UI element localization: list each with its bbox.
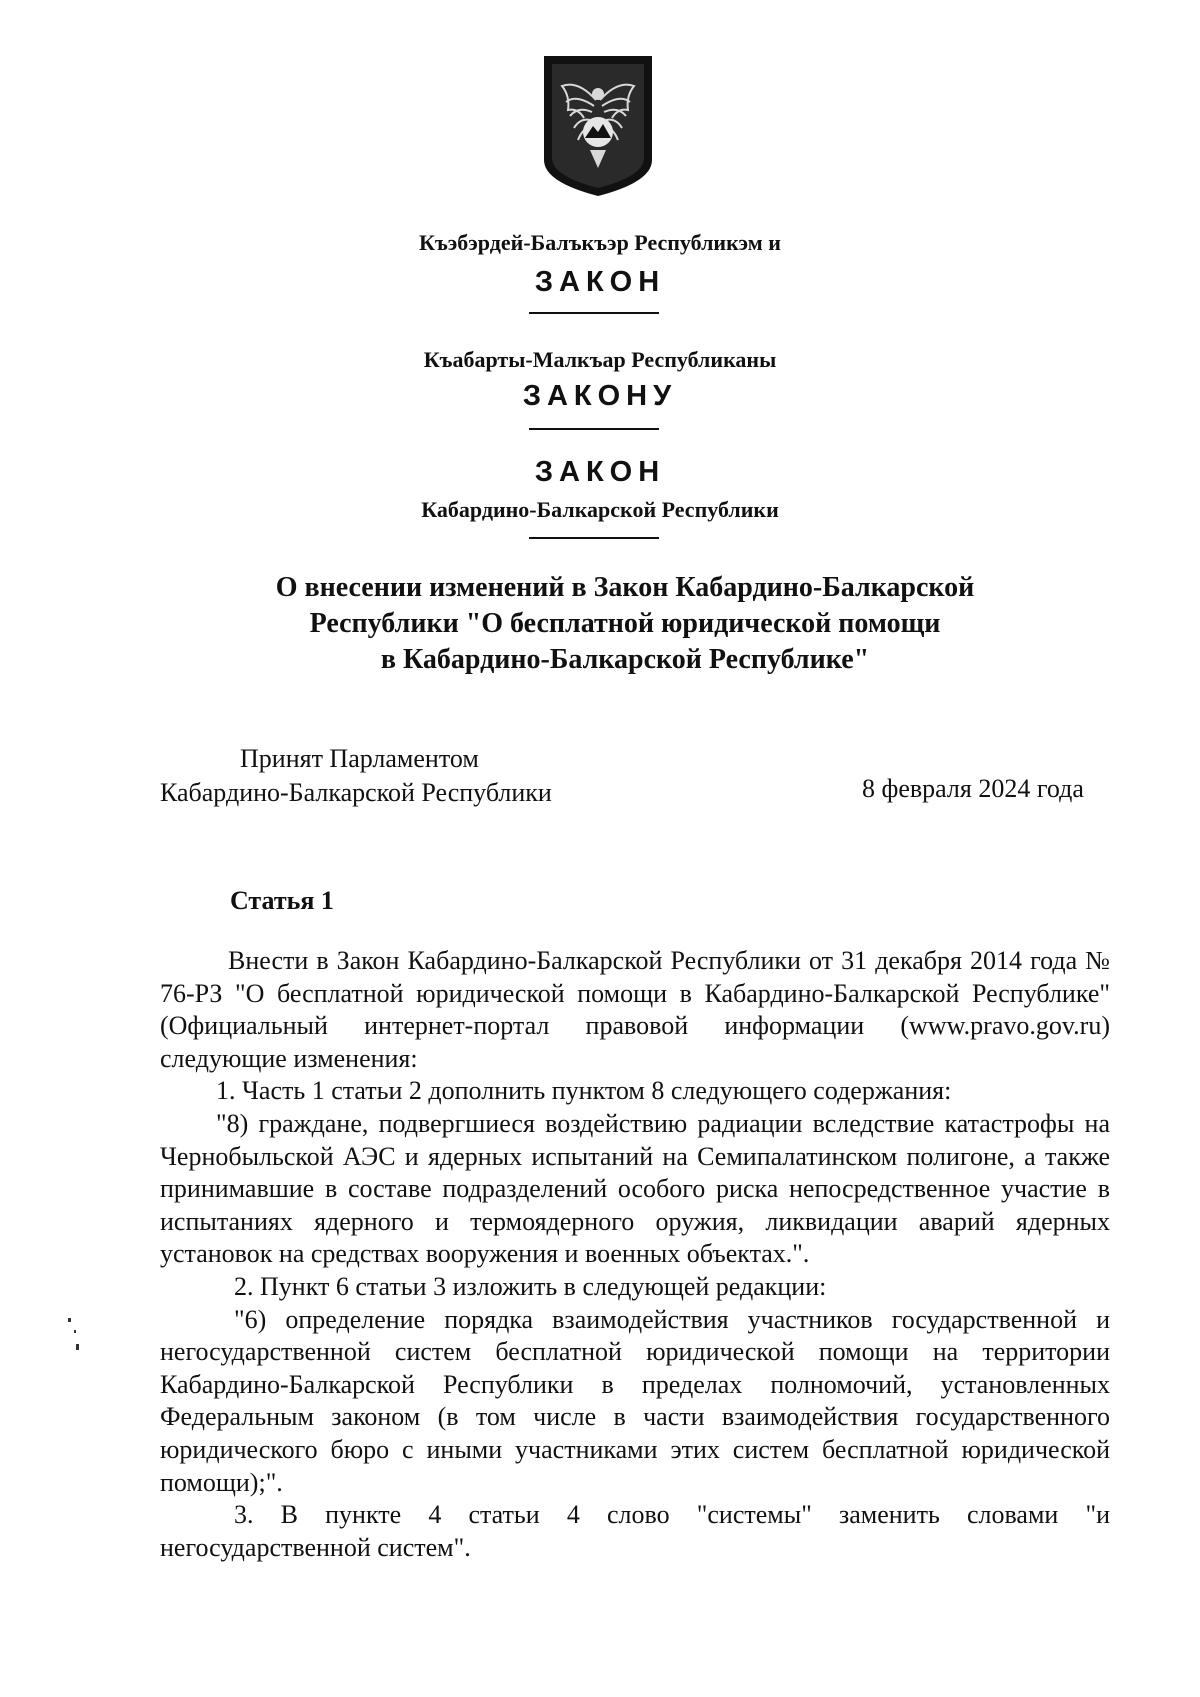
adoption-date: 8 февраля 2024 года — [862, 774, 1084, 803]
divider — [529, 428, 659, 430]
law-title — [200, 570, 1050, 678]
kabardian-law-heading: ЗАКОН — [534, 266, 666, 298]
law-title-line: О внесении изменений в Закон Кабардино-Балкарской — [275, 572, 975, 603]
balkar-republic-label: Къабарты-Малкъар Республиканы — [423, 347, 777, 372]
law-title-line: Республики "О бесплатной юридической помощи — [309, 608, 941, 639]
scan-speck — [68, 1318, 71, 1322]
article-paragraph: 3. В пункте 4 статьи 4 слово "системы" заменить словами "и негосударственной систем". — [160, 1500, 1110, 1562]
russian-republic-label: Кабардино-Балкарской Республики — [421, 497, 779, 522]
adopted-by-line: Принят Парламентом — [240, 744, 479, 773]
divider — [529, 312, 659, 314]
coat-of-arms-icon — [538, 50, 658, 200]
article-paragraph: "8) граждане, подвергшиеся воздействию радиации вследствие катастрофы на Чернобыльской АЭС и ядерных испытаний на Семипалатинском полигоне, а также принимавшие в составе подразделений особого риска непосредственное участие в испытаниях ядерного и термоядерного оружия, ликвидации аварий ядерных установок на средствах вооружения и военных объектах.". — [160, 1108, 1110, 1269]
article-paragraph: Внести в Закон Кабардино-Балкарской Республики от 31 декабря 2014 года № 76-РЗ "О бесплатной юридической помощи в Кабардино-Балкарской Республике" (Официальный интернет-портал правовой информации (www.pravo.gov.ru) следующие изменения: — [160, 946, 1110, 1073]
article-paragraph: 2. Пункт 6 статьи 3 изложить в следующей редакции: — [234, 1271, 827, 1301]
russian-law-heading: ЗАКОН — [534, 456, 666, 488]
balkar-law-heading: ЗАКОНУ — [522, 380, 678, 412]
kabardian-republic-label: Къэбэрдей-Балъкъэр Республикэм и — [419, 230, 781, 255]
scan-speck — [74, 1330, 76, 1333]
article-paragraph: 1. Часть 1 статьи 2 дополнить пунктом 8 следующего содержания: — [216, 1076, 952, 1106]
adopted-by-body: Кабардино-Балкарской Республики — [160, 778, 552, 807]
law-title-line: в Кабардино-Балкарской Республике" — [380, 644, 870, 675]
article-heading: Статья 1 — [230, 886, 334, 915]
scan-speck — [76, 1344, 79, 1350]
article-body — [160, 945, 1110, 1564]
divider — [529, 537, 659, 539]
article-paragraph: "6) определение порядка взаимодействия участников государственной и негосударственной систем бесплатной юридической помощи на территории Кабардино-Балкарской Республики в пределах полномочий, установленных Федеральным законом (в том числе в части взаимодействия государственного юридического бюро с иными участниками этих систем бесплатной юридической помощи);". — [160, 1304, 1110, 1497]
